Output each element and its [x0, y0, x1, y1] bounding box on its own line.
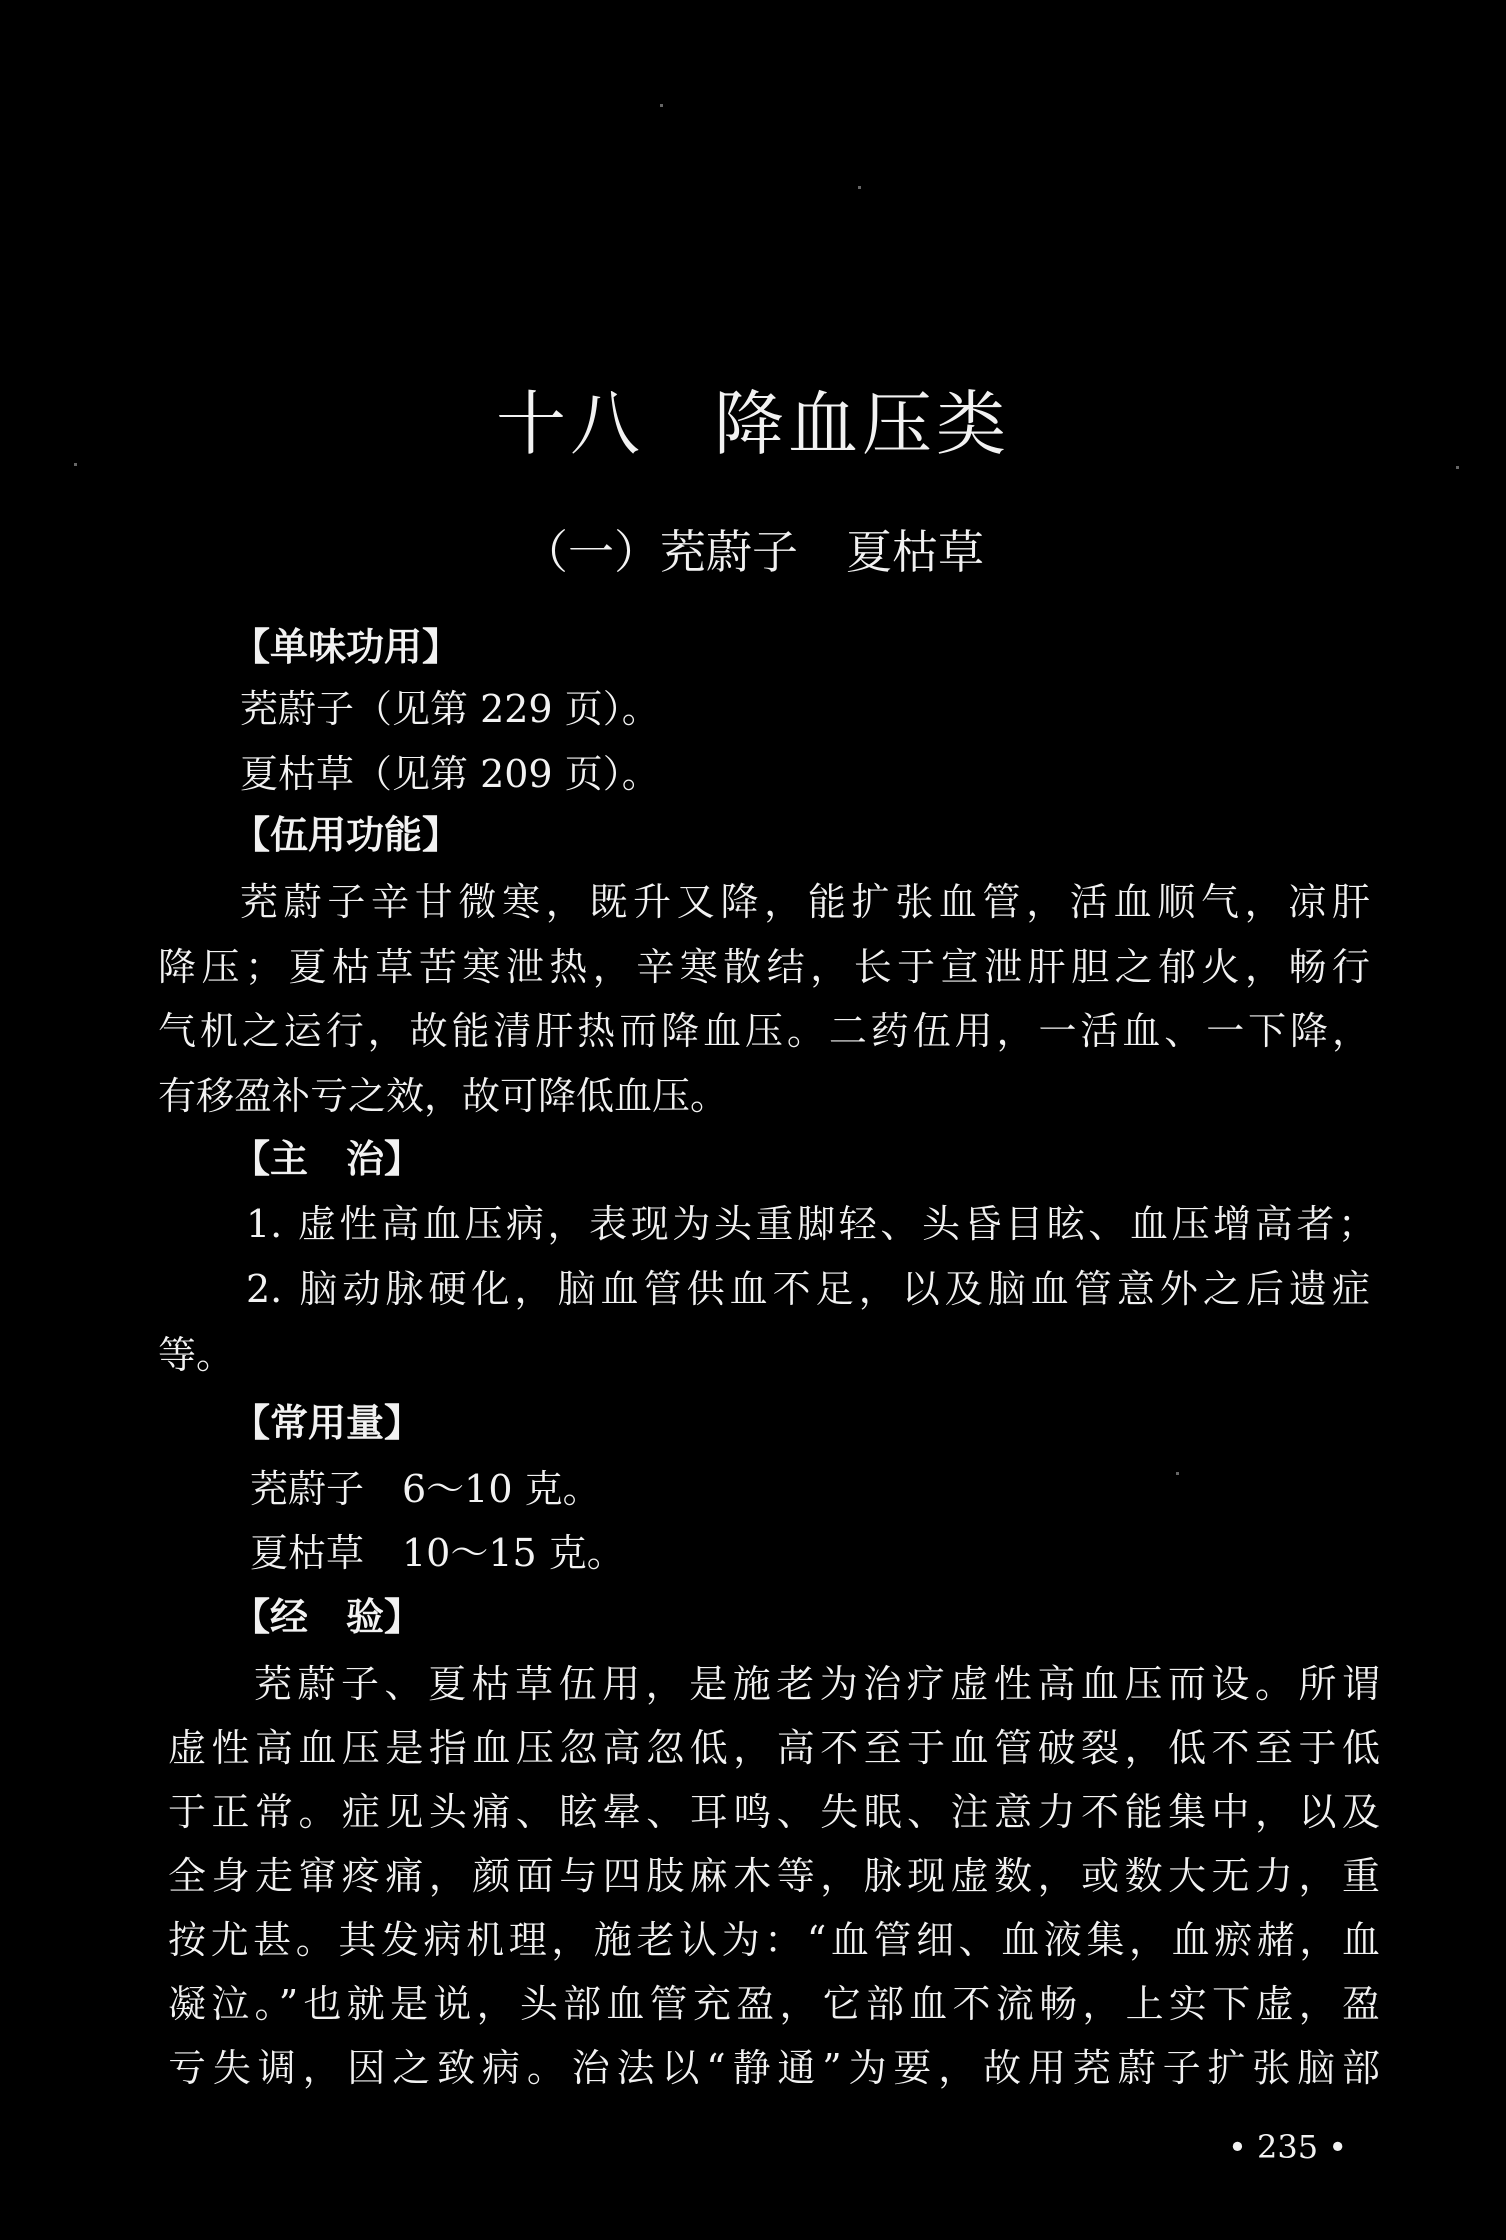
indication-line-1: 1. 虚性高血压病，表现为头重脚轻、头昏目眩、血压增高者； [246, 1202, 1376, 1246]
heading-experience: 【经 验】 [232, 1595, 423, 1639]
heading-single-use: 【单味功用】 [232, 625, 461, 669]
indication-line-2: 2. 脑动脉硬化，脑血管供血不足，以及脑血管意外之后遗症 [246, 1267, 1370, 1311]
scan-speck [1456, 466, 1459, 469]
experience-line-4: 全身走窜疼痛，颜面与四肢麻木等，脉现虚数，或数大无力，重 [168, 1854, 1380, 1898]
section-herb-2: 夏枯草 [846, 525, 984, 579]
experience-line-6: 凝泣。”也就是说，头部血管充盈，它部血不流畅，上实下虚，盈 [168, 1982, 1380, 2026]
single-use-line-2: 夏枯草（见第 209 页）。 [240, 752, 660, 796]
combined-function-line-1: 茺蔚子辛甘微寒，既升又降，能扩张血管，活血顺气，凉肝 [240, 880, 1370, 924]
page-number: • 235 • [1228, 2128, 1348, 2166]
combined-function-line-2: 降压；夏枯草苦寒泄热，辛寒散结，长于宣泄肝胆之郁火，畅行 [158, 945, 1370, 989]
experience-line-1: 茺蔚子、夏枯草伍用，是施老为治疗虚性高血压而设。所谓 [254, 1662, 1380, 1706]
scan-speck [660, 104, 663, 107]
dosage-line-1: 茺蔚子 6～10 克。 [250, 1467, 601, 1511]
experience-line-5: 按尤甚。其发病机理，施老认为：“血管细、血液集，血瘀赭，血 [168, 1918, 1380, 1962]
scan-speck [74, 463, 77, 466]
single-use-line-1: 茺蔚子（见第 229 页）。 [240, 687, 660, 731]
combined-function-line-3: 气机之运行，故能清肝热而降血压。二药伍用，一活血、一下降， [158, 1009, 1370, 1053]
section-title [0, 516, 1506, 582]
experience-line-3: 于正常。症见头痛、眩晕、耳鸣、失眠、注意力不能集中，以及 [168, 1790, 1380, 1834]
chapter-number: 十八 [496, 383, 644, 465]
indication-line-3: 等。 [158, 1333, 235, 1377]
section-herb-1: （一）茺蔚子 [522, 525, 798, 579]
experience-line-2: 虚性高血压是指血压忽高忽低，高不至于血管破裂，低不至于低 [168, 1726, 1380, 1770]
scan-speck [1176, 1472, 1179, 1475]
dosage-line-2: 夏枯草 10～15 克。 [250, 1531, 625, 1575]
heading-combined-function: 【伍用功能】 [232, 813, 461, 857]
scan-speck [858, 186, 861, 189]
heading-indications: 【主 治】 [232, 1137, 423, 1181]
chapter-title [0, 368, 1506, 469]
heading-dosage: 【常用量】 [232, 1401, 423, 1445]
combined-function-line-4: 有移盈补亏之效，故可降低血压。 [158, 1074, 729, 1118]
chapter-name: 降血压类 [714, 383, 1010, 465]
experience-line-7: 亏失调，因之致病。治法以“静通”为要，故用茺蔚子扩张脑部 [168, 2046, 1380, 2090]
